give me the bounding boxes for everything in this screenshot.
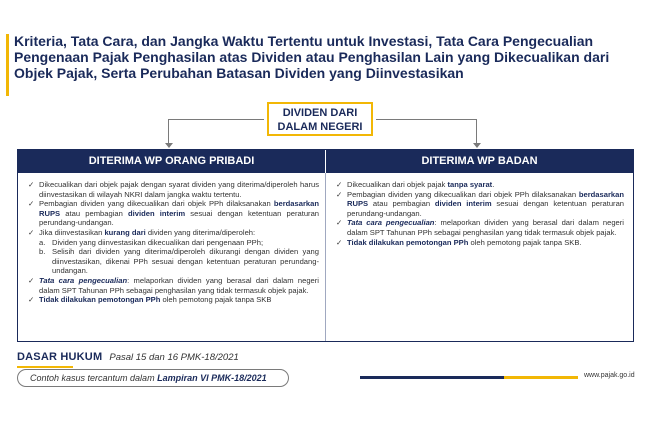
item-text-mid: atau pembagian bbox=[368, 199, 435, 209]
item-text-pre: Jika diinvestasikan bbox=[39, 227, 105, 237]
column-body-orang-pribadi bbox=[26, 180, 319, 305]
sub-item-text: Dividen yang diinvestasikan dikecualikan dari pengenaan PPh; bbox=[52, 237, 264, 247]
dasar-hukum-label: DASAR HUKUM bbox=[17, 351, 103, 363]
item-text-pre: Pembagian dividen yang dikecualikan dari objek PPh dilaksanakan bbox=[347, 189, 579, 199]
list-item bbox=[334, 218, 624, 237]
dasar-hukum-underline bbox=[17, 366, 73, 368]
item-text-bold: dividen interim bbox=[128, 208, 186, 218]
tata-cara-label: Tata cara pengecualian bbox=[39, 275, 128, 285]
item-text-post: dividen yang diterima/diperoleh: bbox=[145, 227, 256, 237]
sub-item bbox=[39, 238, 319, 248]
tidak-dipotong-text: oleh pemotong pajak tanpa SKB bbox=[160, 295, 272, 305]
check-icon: ✓ bbox=[28, 295, 35, 305]
tidak-dipotong-label: Tidak dilakukan pemotongan PPh bbox=[347, 237, 469, 247]
arrow-down-left-icon bbox=[165, 143, 173, 148]
check-icon: ✓ bbox=[28, 275, 35, 285]
check-icon: ✓ bbox=[28, 199, 35, 209]
sub-item-text: Selisih dari dividen yang diterima/diperoleh dikurangi dengan dividen yang diinvestasikan, dikenai PPh sesuai dengan ketentuan peraturan perundang-undangan. bbox=[52, 247, 319, 276]
item-text-post: sesuai dengan ketentuan peraturan perundang-undangan. bbox=[347, 199, 625, 218]
list-item bbox=[334, 190, 624, 219]
sub-item-letter: b. bbox=[39, 247, 46, 257]
connector-right bbox=[376, 119, 476, 120]
tata-cara-text: : melaporkan dividen yang berasal dari dalam negeri dalam SPT Tahunan PPh sebagai penghasilan yang tidak termasuk objek pajak. bbox=[39, 275, 319, 295]
tidak-dipotong-label: Tidak dilakukan pemotongan PPh bbox=[39, 295, 161, 305]
contoh-lampiran: Lampiran VI PMK-18/2021 bbox=[157, 373, 267, 383]
item-text: Dikecualikan dari objek pajak dengan syarat dividen yang diterima/diperoleh harus diinvestasikan di wilayah NKRI dalam jangka waktu tertentu. bbox=[39, 180, 319, 199]
column-header-orang-pribadi: DITERIMA WP ORANG PRIBADI bbox=[18, 150, 325, 173]
title-line-3: Objek Pajak, Serta Perubahan Batasan Dividen yang Diinvestasikan bbox=[14, 65, 464, 81]
item-text-pre: Dikecualikan dari objek pajak bbox=[347, 180, 448, 189]
list-item bbox=[26, 228, 319, 276]
center-box-line-1: DIVIDEN DARI bbox=[282, 107, 358, 119]
check-icon: ✓ bbox=[336, 218, 343, 228]
sub-item bbox=[39, 247, 319, 276]
dividen-dalam-negeri-box bbox=[267, 102, 373, 136]
title-line-1: Kriteria, Tata Cara, dan Jangka Waktu Tertentu untuk Investasi, Tata Cara Pengecualian bbox=[14, 33, 594, 49]
item-text-bold: kurang dari bbox=[104, 227, 146, 237]
item-text-mid: atau pembagian bbox=[60, 208, 129, 218]
contoh-kasus-pill bbox=[17, 369, 289, 387]
connector-left bbox=[168, 119, 264, 120]
tata-cara-label: Tata cara pengecualian bbox=[347, 218, 435, 228]
check-icon: ✓ bbox=[336, 180, 343, 189]
column-divider bbox=[325, 173, 326, 341]
center-box-line-2: DALAM NEGERI bbox=[277, 121, 363, 133]
list-item bbox=[26, 180, 319, 199]
dasar-hukum bbox=[17, 351, 239, 363]
list-item bbox=[26, 199, 319, 228]
column-body-badan bbox=[334, 180, 624, 247]
check-icon: ✓ bbox=[336, 189, 343, 199]
footer-yellow-bar bbox=[504, 376, 578, 379]
item-text-post: sesuai dengan ketentuan peraturan perundang-undangan. bbox=[39, 208, 320, 228]
dasar-hukum-ref: Pasal 15 dan 16 PMK-18/2021 bbox=[109, 352, 239, 363]
check-icon: ✓ bbox=[28, 227, 35, 237]
list-item bbox=[334, 180, 624, 190]
item-text-bold: berdasarkan RUPS bbox=[39, 199, 319, 218]
title-line-2: Pengenaan Pajak Penghasilan atas Dividen atau Penghasilan Lain yang Dikecualikan dari bbox=[14, 49, 610, 65]
item-text-post: . bbox=[492, 180, 495, 189]
list-item bbox=[334, 238, 624, 248]
connector-left-down bbox=[168, 119, 169, 145]
column-header-badan: DITERIMA WP BADAN bbox=[326, 150, 633, 173]
contoh-text: Contoh kasus tercantum dalam bbox=[30, 373, 158, 383]
title-accent-bar bbox=[6, 34, 9, 96]
sub-item-letter: a. bbox=[39, 237, 46, 247]
connector-right-down bbox=[476, 119, 477, 145]
check-icon: ✓ bbox=[336, 237, 343, 247]
item-text-bold: dividen interim bbox=[434, 199, 492, 209]
footer-navy-bar bbox=[360, 376, 504, 379]
list-item bbox=[26, 276, 319, 295]
item-text-pre: Pembagian dividen yang dikecualikan dari objek PPh dilaksanakan bbox=[39, 199, 274, 209]
item-text-bold: berdasarkan RUPS bbox=[347, 189, 624, 209]
footer-url: www.pajak.go.id bbox=[584, 372, 635, 379]
check-icon: ✓ bbox=[28, 180, 35, 189]
page-title bbox=[14, 33, 634, 81]
item-text-bold: tanpa syarat bbox=[447, 180, 493, 189]
arrow-down-right-icon bbox=[473, 143, 481, 148]
tata-cara-text: : melaporkan dividen yang berasal dari dalam negeri dalam SPT Tahunan PPh sebagai penghasilan yang tidak termasuk objek pajak. bbox=[347, 218, 624, 237]
comparison-table bbox=[17, 149, 634, 342]
tidak-dipotong-text: oleh pemotong pajak tanpa SKB. bbox=[468, 237, 582, 247]
list-item bbox=[26, 295, 319, 305]
